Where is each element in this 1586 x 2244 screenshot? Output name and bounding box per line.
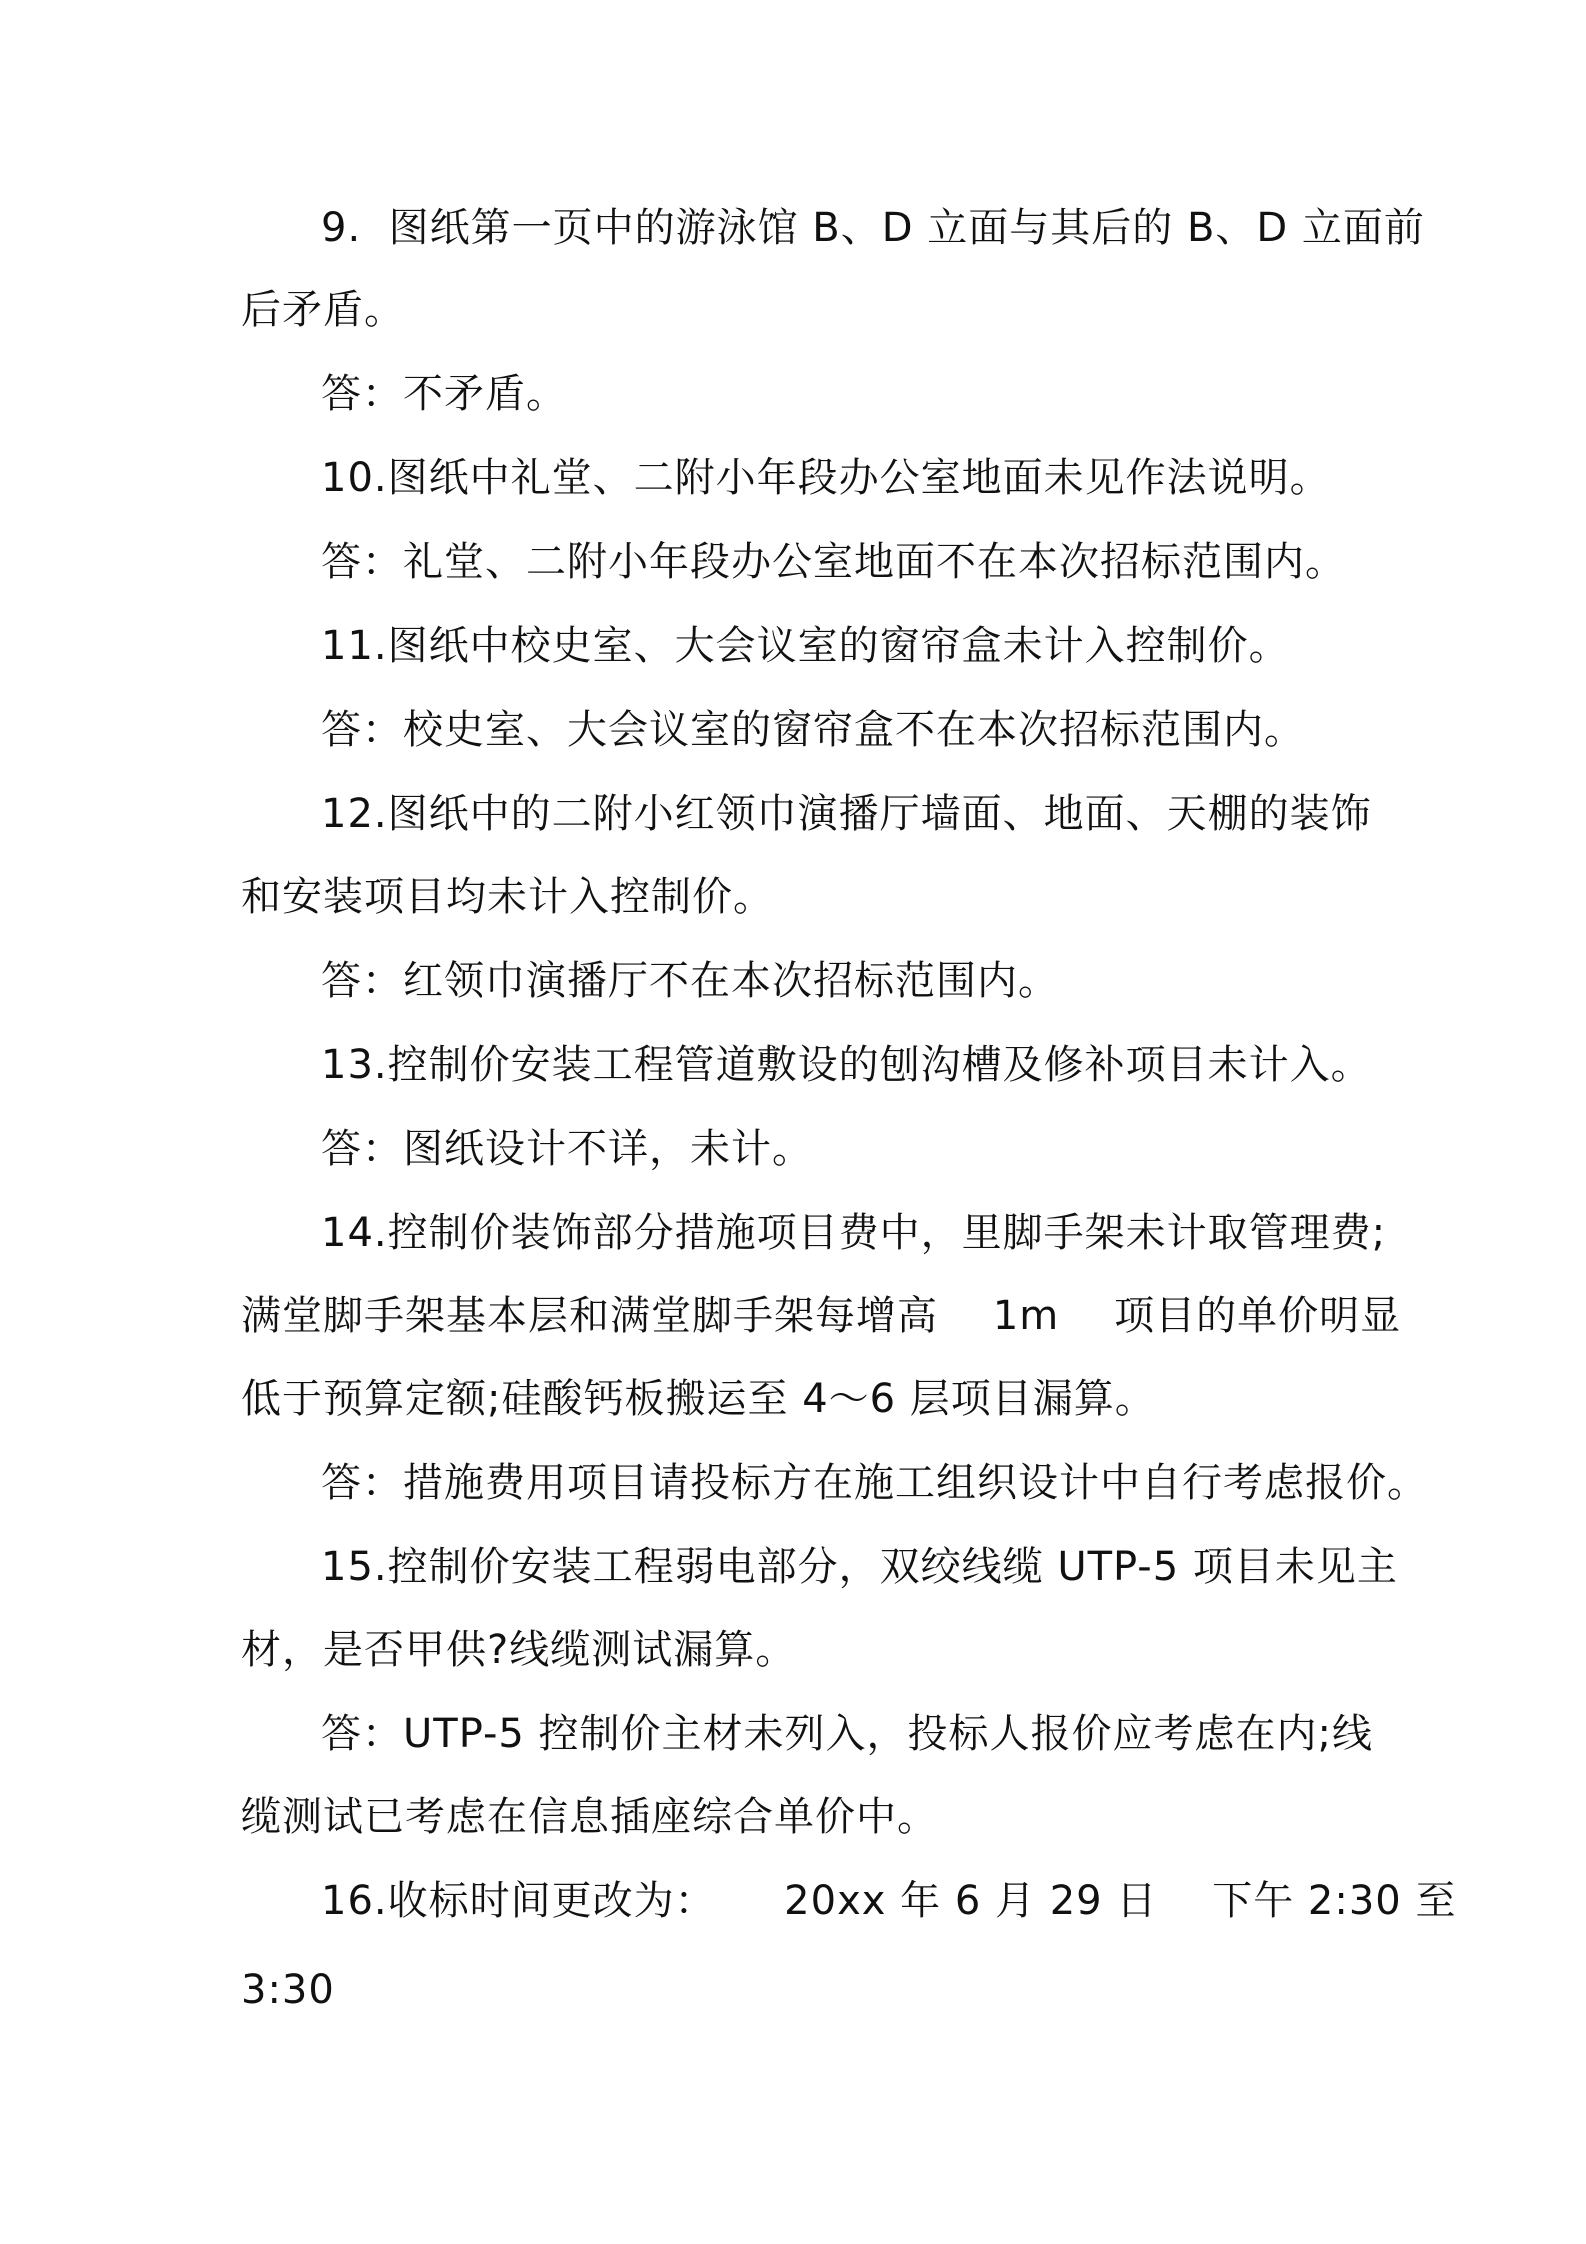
- item-16-line-2: 3:30: [241, 1967, 335, 2013]
- question-14-line-3: 低于预算定额;硅酸钙板搬运至 4～6 层项目漏算。: [241, 1376, 1156, 1422]
- answer-11: 答：校史室、大会议室的窗帘盒不在本次招标范围内。: [321, 707, 1305, 753]
- question-14-line-2: 满堂脚手架基本层和满堂脚手架每增高 1m 项目的单价明显: [241, 1293, 1402, 1339]
- question-14-line-1: 14.控制价装饰部分措施项目费中，里脚手架未计取管理费;: [321, 1210, 1387, 1256]
- answer-10: 答：礼堂、二附小年段办公室地面不在本次招标范围内。: [321, 539, 1346, 585]
- question-12-line-1: 12.图纸中的二附小红领巾演播厅墙面、地面、天棚的装饰: [321, 791, 1372, 837]
- answer-9: 答：不矛盾。: [321, 371, 567, 417]
- answer-12: 答：红领巾演播厅不在本次招标范围内。: [321, 958, 1059, 1004]
- item-16-line-1: 16.收标时间更改为： 20xx 年 6 月 29 日 下午 2:30 至: [321, 1878, 1457, 1924]
- question-15-line-2: 材，是否甲供?线缆测试漏算。: [241, 1627, 797, 1673]
- answer-14: 答：措施费用项目请投标方在施工组织设计中自行考虑报价。: [321, 1460, 1428, 1506]
- question-11: 11.图纸中校史室、大会议室的窗帘盒未计入控制价。: [321, 623, 1290, 669]
- answer-15-line-2: 缆测试已考虑在信息插座综合单价中。: [241, 1794, 938, 1840]
- question-13: 13.控制价安装工程管道敷设的刨沟槽及修补项目未计入。: [321, 1042, 1372, 1088]
- answer-15-line-1: 答：UTP-5 控制价主材未列入，投标人报价应考虑在内;线: [321, 1711, 1374, 1757]
- question-12-line-2: 和安装项目均未计入控制价。: [241, 874, 774, 920]
- question-15-line-1: 15.控制价安装工程弱电部分，双绞线缆 UTP-5 项目未见主: [321, 1544, 1398, 1590]
- answer-13: 答：图纸设计不详，未计。: [321, 1126, 813, 1172]
- question-9-line-1: 9. 图纸第一页中的游泳馆 B、D 立面与其后的 B、D 立面前: [321, 205, 1425, 251]
- question-9-line-2: 后矛盾。: [241, 287, 405, 333]
- question-10: 10.图纸中礼堂、二附小年段办公室地面未见作法说明。: [321, 455, 1331, 501]
